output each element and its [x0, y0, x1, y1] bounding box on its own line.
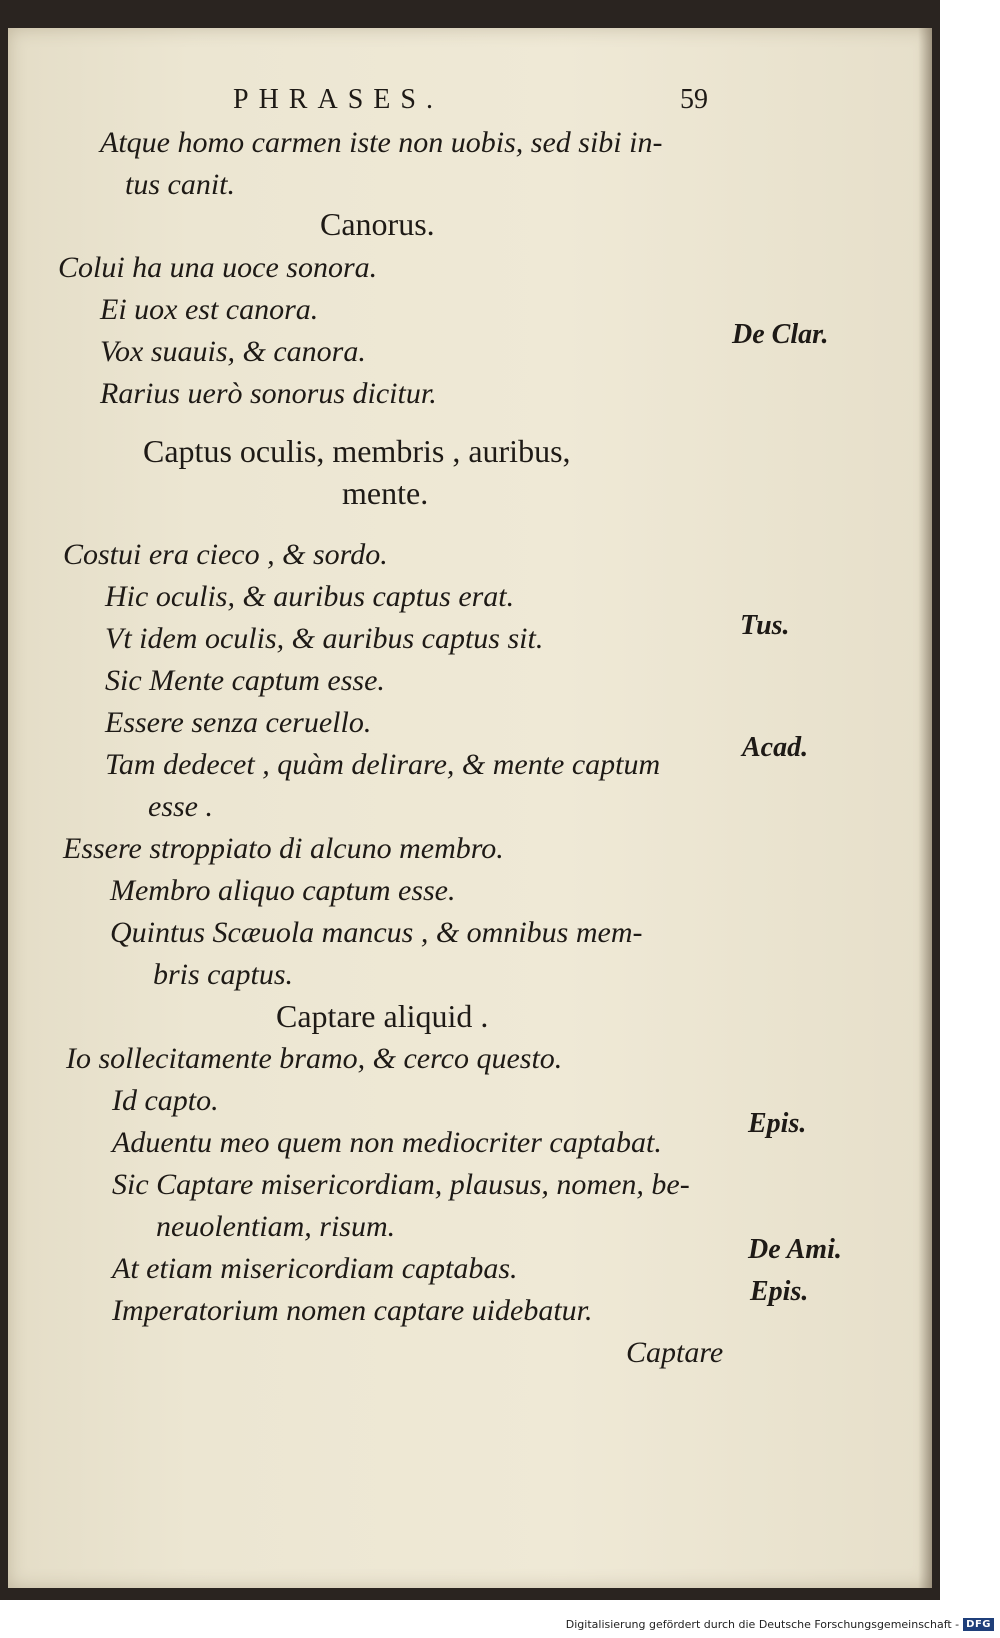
text-line: Io sollecitamente bramo, & cerco questo.: [66, 1042, 563, 1075]
text-line: Tam dedecet , quàm delirare, & mente captum: [105, 748, 661, 781]
book-page: [8, 28, 932, 1588]
text-line: Quintus Scæuola mancus , & omnibus mem-: [110, 916, 643, 949]
margin-note: Tus.: [740, 610, 790, 641]
credit-text: Digitalisierung gefördert durch die Deutsche Forschungsgemeinschaft -: [565, 1617, 960, 1631]
dfg-logo: DFG: [963, 1618, 994, 1631]
text-line: Atque homo carmen iste non uobis, sed sibi in-: [100, 126, 663, 159]
section-heading: Captus oculis, membris , auribus,: [143, 433, 571, 469]
margin-note: De Clar.: [732, 319, 829, 350]
running-title: PHRASES.: [233, 84, 443, 115]
section-heading: Canorus.: [320, 206, 435, 242]
margin-note: Acad.: [742, 732, 809, 763]
text-line: Sic Mente captum esse.: [105, 664, 385, 697]
section-heading: mente.: [342, 475, 429, 511]
text-line: neuolentiam, risum.: [156, 1210, 396, 1243]
text-line: Colui ha una uoce sonora.: [58, 251, 378, 284]
margin-note: Epis.: [748, 1108, 807, 1139]
digitization-credit: [566, 1614, 994, 1634]
text-line: Rarius uerò sonorus dicitur.: [100, 377, 437, 410]
margin-note: De Ami.: [748, 1234, 842, 1265]
text-line: Costui era cieco , & sordo.: [63, 538, 388, 571]
margin-note: Epis.: [750, 1276, 809, 1307]
text-line: Vt idem oculis, & auribus captus sit.: [105, 622, 544, 655]
text-line: esse .: [148, 790, 213, 823]
text-line: Vox suauis, & canora.: [100, 335, 366, 368]
page-gutter-shadow: [918, 28, 932, 1588]
text-line: At etiam misericordiam captabas.: [112, 1252, 518, 1285]
text-line: Ei uox est canora.: [100, 293, 319, 326]
page-number: 59: [680, 84, 708, 115]
text-line: Essere senza ceruello.: [105, 706, 372, 739]
text-line: Membro aliquo captum esse.: [110, 874, 456, 907]
section-heading: Captare aliquid .: [276, 998, 489, 1034]
text-line: Id capto.: [112, 1084, 219, 1117]
text-line: Hic oculis, & auribus captus erat.: [105, 580, 515, 613]
text-line: Aduentu meo quem non mediocriter captabat.: [112, 1126, 662, 1159]
catchword: Captare: [626, 1336, 724, 1369]
text-line: tus canit.: [125, 168, 235, 201]
text-line: Essere stroppiato di alcuno membro.: [63, 832, 504, 865]
text-line: Sic Captare misericordiam, plausus, nomen, be-: [112, 1168, 690, 1201]
text-line: Imperatorium nomen captare uidebatur.: [112, 1294, 593, 1327]
text-line: bris captus.: [153, 958, 294, 991]
